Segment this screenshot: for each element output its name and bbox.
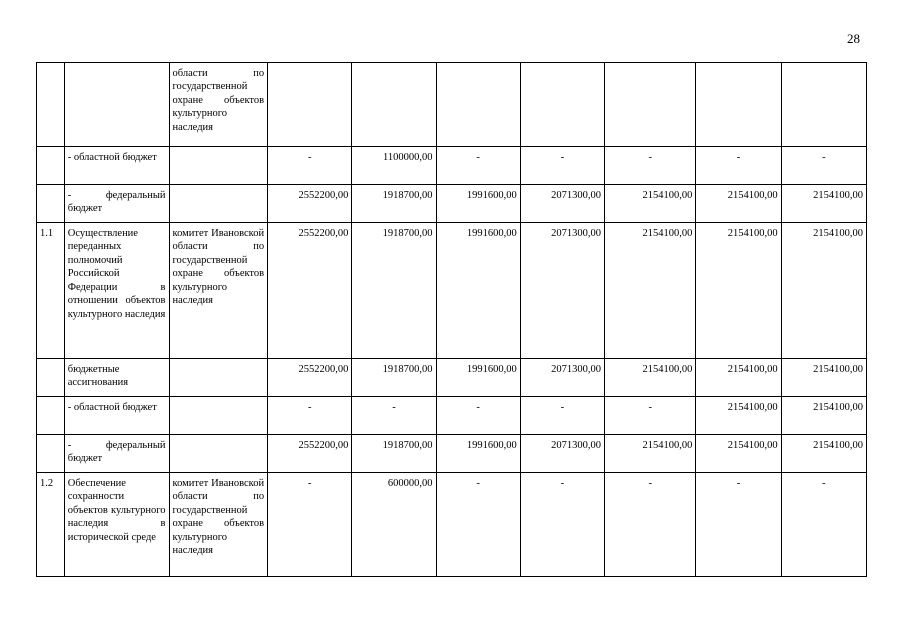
table-row — [37, 147, 867, 185]
value-cell: - — [436, 397, 520, 435]
row-number-cell — [37, 397, 65, 435]
value-cell: 2154100,00 — [604, 185, 695, 223]
value-cell: 2154100,00 — [781, 397, 866, 435]
value-cell: 2154100,00 — [781, 435, 866, 473]
row-name-cell: Обеспечение сохранности объектов культурного наследия в исторической среде — [64, 473, 169, 577]
row-number-cell — [37, 435, 65, 473]
value-cell: - — [604, 397, 695, 435]
value-cell: - — [781, 473, 866, 577]
value-cell: 2154100,00 — [604, 223, 695, 359]
value-cell: 1991600,00 — [436, 435, 520, 473]
row-number-cell — [37, 147, 65, 185]
row-executor-cell — [169, 185, 268, 223]
row-name-cell: Осуществление переданных полномочий Российской Федерации в отношении объектов культурного наследия — [64, 223, 169, 359]
value-cell: 2552200,00 — [268, 223, 352, 359]
value-cell: 2071300,00 — [520, 359, 604, 397]
value-cell: 2552200,00 — [268, 185, 352, 223]
value-cell: - — [696, 147, 781, 185]
row-executor-cell — [169, 147, 268, 185]
value-cell: 1918700,00 — [352, 223, 436, 359]
table-row — [37, 185, 867, 223]
value-cell: - — [268, 473, 352, 577]
table-row — [37, 435, 867, 473]
value-cell — [604, 63, 695, 147]
table-row — [37, 223, 867, 359]
value-cell: 2552200,00 — [268, 435, 352, 473]
value-cell: 2552200,00 — [268, 359, 352, 397]
row-name-cell: - федеральный бюджет — [64, 435, 169, 473]
value-cell: - — [781, 147, 866, 185]
page-number: 28 — [847, 31, 860, 46]
table-row — [37, 63, 867, 147]
value-cell: 2154100,00 — [604, 359, 695, 397]
row-name-cell: - федеральный бюджет — [64, 185, 169, 223]
value-cell: - — [268, 397, 352, 435]
value-cell: 2154100,00 — [781, 359, 866, 397]
value-cell: - — [604, 473, 695, 577]
value-cell: - — [604, 147, 695, 185]
row-number-cell — [37, 359, 65, 397]
value-cell: 2154100,00 — [696, 397, 781, 435]
value-cell: - — [436, 147, 520, 185]
value-cell: 2154100,00 — [604, 435, 695, 473]
value-cell: 1100000,00 — [352, 147, 436, 185]
value-cell: 2071300,00 — [520, 435, 604, 473]
budget-table — [36, 62, 867, 577]
table-row — [37, 359, 867, 397]
value-cell: - — [520, 397, 604, 435]
value-cell: - — [696, 473, 781, 577]
row-name-cell: - областной бюджет — [64, 397, 169, 435]
value-cell — [352, 63, 436, 147]
table-body — [37, 63, 867, 577]
value-cell: 2154100,00 — [696, 223, 781, 359]
value-cell: 2154100,00 — [781, 185, 866, 223]
row-name-cell: бюджетные ассигнования — [64, 359, 169, 397]
row-executor-cell — [169, 359, 268, 397]
row-name-cell — [64, 63, 169, 147]
value-cell — [436, 63, 520, 147]
value-cell — [268, 63, 352, 147]
row-number-cell — [37, 185, 65, 223]
table-row — [37, 397, 867, 435]
value-cell: 2154100,00 — [696, 359, 781, 397]
value-cell: 1991600,00 — [436, 223, 520, 359]
row-executor-cell: комитет Ивановской области по государственной охране объектов культурного наследия — [169, 473, 268, 577]
value-cell: 2154100,00 — [696, 435, 781, 473]
value-cell: - — [352, 397, 436, 435]
value-cell: 600000,00 — [352, 473, 436, 577]
value-cell: 2071300,00 — [520, 185, 604, 223]
row-name-cell: - областной бюджет — [64, 147, 169, 185]
value-cell — [520, 63, 604, 147]
row-number-cell: 1.1 — [37, 223, 65, 359]
row-executor-cell — [169, 397, 268, 435]
value-cell: - — [436, 473, 520, 577]
value-cell: 1991600,00 — [436, 185, 520, 223]
row-number-cell — [37, 63, 65, 147]
row-executor-cell: области по государственной охране объектов культурного наследия — [169, 63, 268, 147]
value-cell: 1991600,00 — [436, 359, 520, 397]
row-executor-cell: комитет Ивановской области по государственной охране объектов культурного наследия — [169, 223, 268, 359]
value-cell: - — [268, 147, 352, 185]
value-cell: 2154100,00 — [781, 223, 866, 359]
value-cell: - — [520, 473, 604, 577]
value-cell: 1918700,00 — [352, 359, 436, 397]
table-row — [37, 473, 867, 577]
row-executor-cell — [169, 435, 268, 473]
value-cell: 1918700,00 — [352, 185, 436, 223]
value-cell — [781, 63, 866, 147]
value-cell: 1918700,00 — [352, 435, 436, 473]
value-cell: 2154100,00 — [696, 185, 781, 223]
value-cell: 2071300,00 — [520, 223, 604, 359]
row-number-cell: 1.2 — [37, 473, 65, 577]
value-cell: - — [520, 147, 604, 185]
value-cell — [696, 63, 781, 147]
